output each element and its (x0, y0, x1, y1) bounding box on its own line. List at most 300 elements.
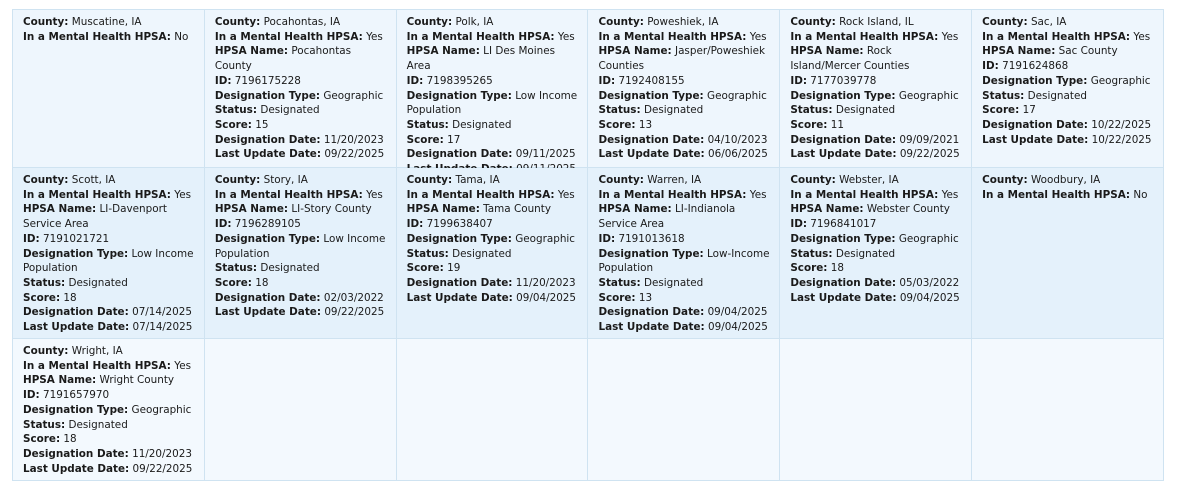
field-line (790, 217, 963, 232)
field-value: Designated (1027, 89, 1087, 102)
field-label: In a Mental Health HPSA: (406, 30, 555, 43)
field-value: 11/20/2023 (515, 276, 576, 289)
field-line (407, 291, 580, 306)
field-value: No (174, 30, 189, 43)
field-value: 7192408155 (618, 74, 685, 87)
field-line (790, 89, 963, 104)
field-label: HPSA Name: (790, 203, 864, 216)
field-label: County: (982, 174, 1028, 186)
field-label: County: (598, 16, 644, 28)
field-label: Last Update Date: (214, 148, 321, 161)
field-label: Score: (406, 133, 444, 146)
field-value: Wright County (99, 374, 175, 387)
county-cell (972, 168, 1164, 339)
field-value: 7177039778 (810, 74, 877, 87)
field-value: Yes (749, 30, 767, 43)
field-value: Geographic (898, 89, 959, 102)
field-line (598, 15, 771, 30)
empty-cell (972, 339, 1164, 481)
field-value: Rock Island, IL (839, 16, 914, 28)
field-value: 7191657970 (42, 389, 110, 402)
field-value: Yes (366, 188, 383, 201)
field-label: Designation Date: (23, 306, 129, 319)
field-line (790, 133, 963, 148)
field-label: Status: (214, 262, 257, 275)
field-label: Designation Type: (23, 403, 129, 416)
field-value: 7196175228 (234, 74, 301, 87)
field-label: Last Update Date: (214, 306, 321, 319)
field-line (407, 232, 580, 247)
field-label: County: (406, 16, 453, 28)
field-value: Low-Income Population (598, 247, 770, 275)
county-cell (972, 10, 1164, 168)
field-line (598, 147, 771, 162)
field-line (23, 247, 196, 276)
field-value: Geographic (707, 89, 767, 102)
field-label: HPSA Name: (598, 45, 672, 58)
field-label: Last Update Date: (598, 148, 705, 161)
field-line (407, 173, 580, 188)
field-label: County: (23, 345, 69, 357)
field-value: Designated (452, 247, 512, 260)
field-value: Low Income Population (406, 89, 578, 117)
field-label: Score: (790, 262, 828, 275)
field-value: Warren, IA (647, 174, 702, 186)
field-value: Low Income Population (23, 247, 194, 275)
field-value: 7196841017 (810, 218, 877, 231)
field-label: County: (790, 16, 836, 28)
field-value: Story, IA (263, 174, 308, 186)
field-line (982, 118, 1155, 133)
field-line (790, 30, 963, 45)
field-label: Last Update Date: (790, 291, 897, 304)
field-line (598, 291, 771, 306)
field-line (790, 276, 963, 291)
field-label: Designation Date: (598, 306, 705, 319)
field-value: Designated (260, 262, 320, 275)
field-line (598, 276, 771, 291)
field-line (215, 188, 388, 203)
field-line (790, 173, 963, 188)
field-value: Yes (1133, 30, 1151, 43)
field-value: 10/22/2025 (1091, 133, 1152, 146)
field-value: Webster County (866, 203, 950, 216)
field-label: ID: (982, 60, 999, 73)
field-line (23, 344, 196, 359)
county-cell (13, 339, 205, 481)
field-value: 18 (63, 291, 77, 304)
field-label: ID: (790, 218, 807, 231)
field-value: 7191624868 (1002, 60, 1069, 73)
field-line (598, 133, 771, 148)
field-label: Status: (406, 118, 449, 131)
field-value: 09/22/2025 (899, 148, 960, 161)
field-value: Woodbury, IA (1030, 174, 1101, 186)
field-value: 09/04/2025 (707, 321, 768, 334)
field-value: Geographic (515, 232, 576, 245)
field-value: 7199638407 (426, 218, 493, 231)
field-line (598, 320, 771, 335)
field-value: Yes (174, 359, 192, 372)
field-label: Score: (598, 118, 636, 131)
field-line (407, 30, 580, 45)
empty-cell (588, 339, 780, 481)
field-label: County: (790, 174, 836, 186)
field-label: Designation Date: (982, 118, 1088, 131)
field-line (598, 247, 771, 276)
field-line (982, 103, 1155, 118)
field-line (215, 202, 388, 217)
field-line (23, 462, 196, 477)
field-line (23, 403, 196, 418)
field-label: Designation Date: (790, 133, 897, 146)
field-value: Scott, IA (71, 174, 116, 186)
field-value: 09/04/2025 (899, 291, 960, 304)
field-value: Yes (366, 30, 383, 43)
field-line (215, 232, 388, 261)
field-line (598, 118, 771, 133)
field-line (23, 388, 196, 403)
field-line (23, 447, 196, 462)
field-value: 09/22/2025 (324, 306, 385, 319)
field-line (23, 373, 196, 388)
field-value: 18 (830, 262, 844, 275)
field-label: Designation Type: (790, 89, 896, 102)
field-line (407, 74, 580, 89)
field-label: County: (214, 174, 261, 186)
field-label: ID: (598, 74, 616, 87)
county-cell (397, 10, 589, 168)
field-value: 13 (638, 291, 653, 304)
field-label: Last Update Date: (598, 321, 705, 334)
field-value: Designated (643, 104, 704, 117)
field-line (598, 173, 771, 188)
field-line (598, 103, 771, 118)
field-label: ID: (23, 232, 40, 245)
field-value: Designated (260, 104, 320, 117)
field-label: In a Mental Health HPSA: (982, 188, 1131, 201)
field-label: Designation Type: (598, 89, 704, 102)
field-label: Last Update Date: (23, 462, 130, 475)
field-label: ID: (790, 74, 807, 87)
field-line (215, 103, 388, 118)
field-value: Designated (835, 104, 896, 117)
field-value: Yes (941, 30, 959, 43)
field-value: 18 (63, 433, 77, 446)
field-value: 15 (255, 118, 269, 131)
field-label: ID: (23, 389, 40, 402)
field-value: Geographic (898, 232, 959, 245)
field-label: Designation Date: (790, 276, 897, 289)
field-line (23, 15, 196, 30)
field-label: County: (23, 16, 69, 28)
field-label: ID: (406, 74, 424, 87)
field-line (982, 59, 1155, 74)
field-label: In a Mental Health HPSA: (214, 188, 363, 201)
field-line (23, 320, 196, 335)
county-cell (588, 10, 780, 168)
field-value: 09/22/2025 (324, 148, 385, 161)
field-line (407, 188, 580, 203)
field-value: 7191013618 (618, 232, 685, 245)
field-line (23, 305, 196, 320)
field-line (982, 133, 1155, 148)
empty-cell (397, 339, 589, 481)
field-value: Polk, IA (455, 16, 494, 28)
field-line (598, 188, 771, 203)
field-label: HPSA Name: (214, 203, 289, 216)
field-line (215, 276, 388, 291)
field-line (23, 188, 196, 203)
field-label: In a Mental Health HPSA: (790, 30, 939, 43)
field-label: ID: (406, 218, 424, 231)
field-line (407, 15, 580, 30)
field-value: 13 (638, 118, 653, 131)
field-label: Score: (23, 433, 61, 446)
field-line (790, 188, 963, 203)
field-line (23, 276, 196, 291)
field-line (407, 261, 580, 276)
field-label: Designation Date: (598, 133, 705, 146)
field-line (407, 89, 580, 118)
field-label: HPSA Name: (214, 45, 289, 58)
field-label: Status: (23, 276, 66, 289)
field-label: HPSA Name: (23, 374, 97, 387)
field-value: Designated (452, 118, 512, 131)
field-line (982, 15, 1155, 30)
field-line (215, 261, 388, 276)
field-label: Designation Type: (406, 89, 512, 102)
field-value: LI-Davenport Service Area (23, 203, 167, 231)
field-value: Yes (749, 188, 767, 201)
field-value: 10/22/2025 (1091, 118, 1152, 131)
field-line (23, 202, 196, 231)
field-label: Designation Type: (982, 74, 1088, 87)
county-hpsa-grid (12, 9, 1164, 481)
field-label: In a Mental Health HPSA: (23, 359, 171, 372)
field-label: HPSA Name: (406, 45, 480, 58)
field-value: Yes (174, 188, 192, 201)
field-value: 07/14/2025 (132, 321, 193, 334)
field-line (215, 30, 388, 45)
field-value: 11/20/2023 (132, 447, 192, 460)
field-value: Designated (643, 276, 704, 289)
field-label: County: (982, 16, 1028, 28)
field-value: Sac, IA (1030, 16, 1067, 28)
field-label: Score: (790, 118, 828, 131)
field-line (790, 103, 963, 118)
field-label: In a Mental Health HPSA: (406, 188, 555, 201)
field-line (407, 247, 580, 262)
field-line (23, 291, 196, 306)
field-line (790, 118, 963, 133)
field-value: 02/03/2022 (323, 291, 384, 304)
county-cell (397, 168, 589, 339)
field-label: Designation Date: (214, 133, 321, 146)
field-line (215, 217, 388, 232)
field-line (407, 217, 580, 232)
field-value: Yes (941, 188, 959, 201)
field-value: Jasper/Poweshiek Counties (598, 45, 766, 73)
field-line (215, 173, 388, 188)
field-line (215, 44, 388, 73)
field-value: Pocahontas County (214, 45, 352, 73)
field-line (215, 89, 388, 104)
field-label: In a Mental Health HPSA: (23, 188, 171, 201)
field-value: 7196289105 (234, 218, 301, 231)
field-line (598, 305, 771, 320)
field-value: 04/10/2023 (707, 133, 768, 146)
field-label: Status: (406, 247, 449, 260)
field-line (407, 202, 580, 217)
field-label: County: (598, 174, 644, 186)
field-label: Designation Type: (23, 247, 129, 260)
field-value: Geographic (1090, 74, 1151, 87)
field-label: Designation Type: (790, 232, 896, 245)
field-line (215, 118, 388, 133)
field-line (790, 232, 963, 247)
field-line (23, 432, 196, 447)
field-value: Tama County (483, 203, 551, 216)
field-line (790, 291, 963, 306)
field-label: HPSA Name: (406, 203, 480, 216)
field-label: Last Update Date: (790, 148, 897, 161)
field-label: ID: (214, 218, 232, 231)
field-label: Designation Type: (214, 89, 321, 102)
field-line (215, 147, 388, 162)
field-line (407, 44, 580, 73)
field-value: 19 (447, 262, 461, 275)
county-cell (13, 10, 205, 168)
field-line (790, 247, 963, 262)
empty-cell (780, 339, 972, 481)
field-label: In a Mental Health HPSA: (598, 188, 747, 201)
field-label: Score: (214, 118, 252, 131)
field-line (23, 173, 196, 188)
field-line (790, 261, 963, 276)
field-label: Status: (214, 104, 257, 117)
field-label: Last Update Date: (406, 291, 513, 304)
field-label: In a Mental Health HPSA: (214, 30, 363, 43)
field-value: 11 (830, 118, 844, 131)
field-value: 09/04/2025 (707, 306, 768, 319)
field-value: Tama, IA (455, 174, 500, 186)
field-line (982, 74, 1155, 89)
field-value: Muscatine, IA (71, 16, 142, 28)
field-line (598, 232, 771, 247)
field-label: Last Update Date: (23, 321, 130, 334)
field-value: 09/04/2025 (516, 291, 577, 304)
field-value: LI-Indianola Service Area (598, 203, 736, 231)
field-value: 7191021721 (42, 232, 110, 245)
field-value: Pocahontas, IA (263, 16, 341, 28)
field-label: ID: (598, 232, 616, 245)
field-label: Status: (982, 89, 1025, 102)
field-label: Score: (406, 262, 444, 275)
field-value: Designated (68, 418, 128, 431)
field-value: Yes (557, 30, 575, 43)
field-line (982, 188, 1155, 203)
field-line (23, 418, 196, 433)
field-label: Score: (982, 104, 1020, 117)
field-line (982, 44, 1155, 59)
field-line (407, 133, 580, 148)
field-value: 09/09/2021 (899, 133, 960, 146)
field-label: Score: (598, 291, 636, 304)
field-label: HPSA Name: (790, 45, 864, 58)
field-line (215, 305, 388, 320)
county-cell (205, 10, 397, 168)
field-label: Designation Date: (406, 276, 513, 289)
field-line (790, 202, 963, 217)
field-value: 17 (1022, 104, 1036, 117)
field-value: Wright, IA (71, 345, 123, 357)
field-value: Designated (835, 247, 896, 260)
county-cell (780, 168, 972, 339)
field-label: In a Mental Health HPSA: (23, 30, 171, 43)
field-value: LI Des Moines Area (406, 45, 556, 73)
field-value: 11/20/2023 (323, 133, 384, 146)
field-line (215, 15, 388, 30)
field-label: Score: (214, 276, 252, 289)
field-line (598, 74, 771, 89)
field-label: Status: (598, 276, 641, 289)
field-label: Status: (23, 418, 66, 431)
field-line (598, 30, 771, 45)
field-value: 7198395265 (426, 74, 493, 87)
field-label: Designation Date: (23, 447, 129, 460)
field-label: Designation Type: (214, 232, 321, 245)
field-value: 05/03/2022 (899, 276, 960, 289)
county-cell (13, 168, 205, 339)
field-value: Geographic (131, 403, 192, 416)
field-line (215, 291, 388, 306)
field-line (598, 202, 771, 231)
field-label: Designation Type: (406, 232, 512, 245)
field-label: HPSA Name: (23, 203, 97, 216)
field-value: 17 (447, 133, 461, 146)
field-label: County: (214, 16, 261, 28)
field-label: Status: (598, 104, 641, 117)
field-line (982, 30, 1155, 45)
field-line (407, 147, 580, 162)
field-label: Designation Type: (598, 247, 704, 260)
field-label: County: (406, 174, 453, 186)
field-label: HPSA Name: (598, 203, 672, 216)
field-label: In a Mental Health HPSA: (982, 30, 1131, 43)
field-line (790, 44, 963, 73)
field-label: Status: (790, 247, 833, 260)
field-label: Designation Date: (214, 291, 321, 304)
field-line (790, 15, 963, 30)
field-line (598, 89, 771, 104)
field-line (598, 44, 771, 73)
field-label: HPSA Name: (982, 45, 1056, 58)
field-line (982, 89, 1155, 104)
field-value: 09/22/2025 (132, 462, 193, 475)
field-line (215, 133, 388, 148)
field-value: 07/14/2025 (132, 306, 192, 319)
field-value: Poweshiek, IA (647, 16, 719, 28)
field-label: Score: (23, 291, 61, 304)
county-cell (588, 168, 780, 339)
field-line (790, 147, 963, 162)
field-value: Webster, IA (839, 174, 899, 186)
county-cell (780, 10, 972, 168)
field-label: County: (23, 174, 69, 186)
field-label: In a Mental Health HPSA: (598, 30, 747, 43)
empty-cell (205, 339, 397, 481)
